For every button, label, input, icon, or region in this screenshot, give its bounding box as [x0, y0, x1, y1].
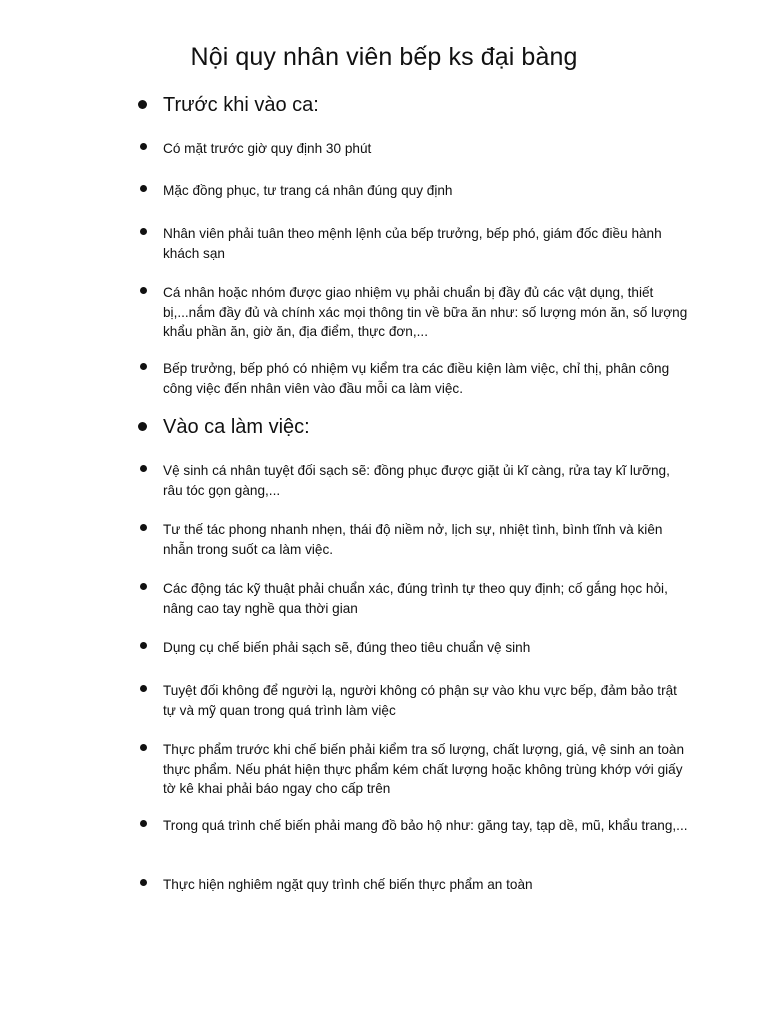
list-item [163, 875, 691, 895]
bullet-icon [140, 685, 147, 692]
list-item [163, 681, 691, 720]
list-item-text: Thực phẩm trước khi chế biến phải kiểm tra số lượng, chất lượng, giá, vệ sinh an toàn thực phẩm. Nếu phát hiện thực phẩm kém chất lượng hoặc không trùng khớp với giấy tờ kê khai phải báo ngay cho cấp trên [163, 742, 685, 796]
bullet-icon [140, 363, 147, 370]
list-item [163, 359, 691, 398]
section-heading-label: Trước khi vào ca: [163, 94, 319, 116]
bullet-icon [140, 879, 147, 886]
list-item-text: Nhân viên phải tuân theo mệnh lệnh của bếp trưởng, bếp phó, giám đốc điều hành khách sạn [163, 226, 662, 261]
list-item-text: Thực hiện nghiêm ngặt quy trình chế biến thực phẩm an toàn [163, 877, 533, 892]
list-item-text: Có mặt trước giờ quy định 30 phút [163, 141, 372, 156]
section-heading-in-shift [163, 414, 310, 440]
section-heading-before-shift [163, 92, 319, 118]
bullet-icon [140, 185, 147, 192]
list-item-text: Trong quá trình chế biến phải mang đồ bảo hộ như: găng tay, tạp dề, mũ, khẩu trang,... [163, 818, 688, 833]
list-item-text: Cá nhân hoặc nhóm được giao nhiệm vụ phải chuẩn bị đầy đủ các vật dụng, thiết bị,...nắm đầy đủ và chính xác mọi thông tin về bữa ăn như: số lượng món ăn, số lượng khẩu phần ăn, giờ ăn, địa điểm, thực đơn,... [163, 285, 688, 339]
bullet-icon [140, 744, 147, 751]
bullet-icon [140, 642, 147, 649]
list-item-text: Tuyệt đối không để người lạ, người không có phận sự vào khu vực bếp, đảm bảo trật tự và mỹ quan trong quá trình làm việc [163, 683, 677, 718]
list-item-text: Mặc đồng phục, tư trang cá nhân đúng quy định [163, 183, 453, 198]
list-item [163, 579, 691, 618]
list-item [163, 520, 691, 559]
bullet-icon [140, 228, 147, 235]
list-item [163, 740, 691, 799]
list-item-text: Bếp trưởng, bếp phó có nhiệm vụ kiểm tra các điều kiện làm việc, chỉ thị, phân công công việc đến nhân viên vào đầu mỗi ca làm việc. [163, 361, 670, 396]
list-item [163, 638, 691, 658]
list-item [163, 461, 691, 500]
list-item-text: Vệ sinh cá nhân tuyệt đối sạch sẽ: đồng phục được giặt ủi kĩ càng, rửa tay kĩ lưỡng, râu tóc gọn gàng,... [163, 463, 670, 498]
section-heading-label: Vào ca làm việc: [163, 416, 310, 438]
bullet-icon [140, 465, 147, 472]
bullet-icon [138, 100, 147, 109]
bullet-icon [140, 143, 147, 150]
list-item-text: Dụng cụ chế biến phải sạch sẽ, đúng theo tiêu chuẩn vệ sinh [163, 640, 531, 655]
list-item-text: Các động tác kỹ thuật phải chuẩn xác, đúng trình tự theo quy định; cố gắng học hỏi, nâng cao tay nghề qua thời gian [163, 581, 668, 616]
bullet-icon [140, 524, 147, 531]
list-item [163, 283, 691, 342]
list-item [163, 224, 691, 263]
bullet-icon [140, 583, 147, 590]
document-title: Nội quy nhân viên bếp ks đại bàng [190, 43, 578, 71]
bullet-icon [140, 820, 147, 827]
list-item [163, 181, 691, 201]
bullet-icon [138, 422, 147, 431]
list-item-text: Tư thế tác phong nhanh nhẹn, thái độ niềm nở, lịch sự, nhiệt tình, bình tĩnh và kiên nhẫn trong suốt ca làm việc. [163, 522, 663, 557]
list-item [163, 816, 691, 836]
bullet-icon [140, 287, 147, 294]
list-item [163, 139, 691, 159]
